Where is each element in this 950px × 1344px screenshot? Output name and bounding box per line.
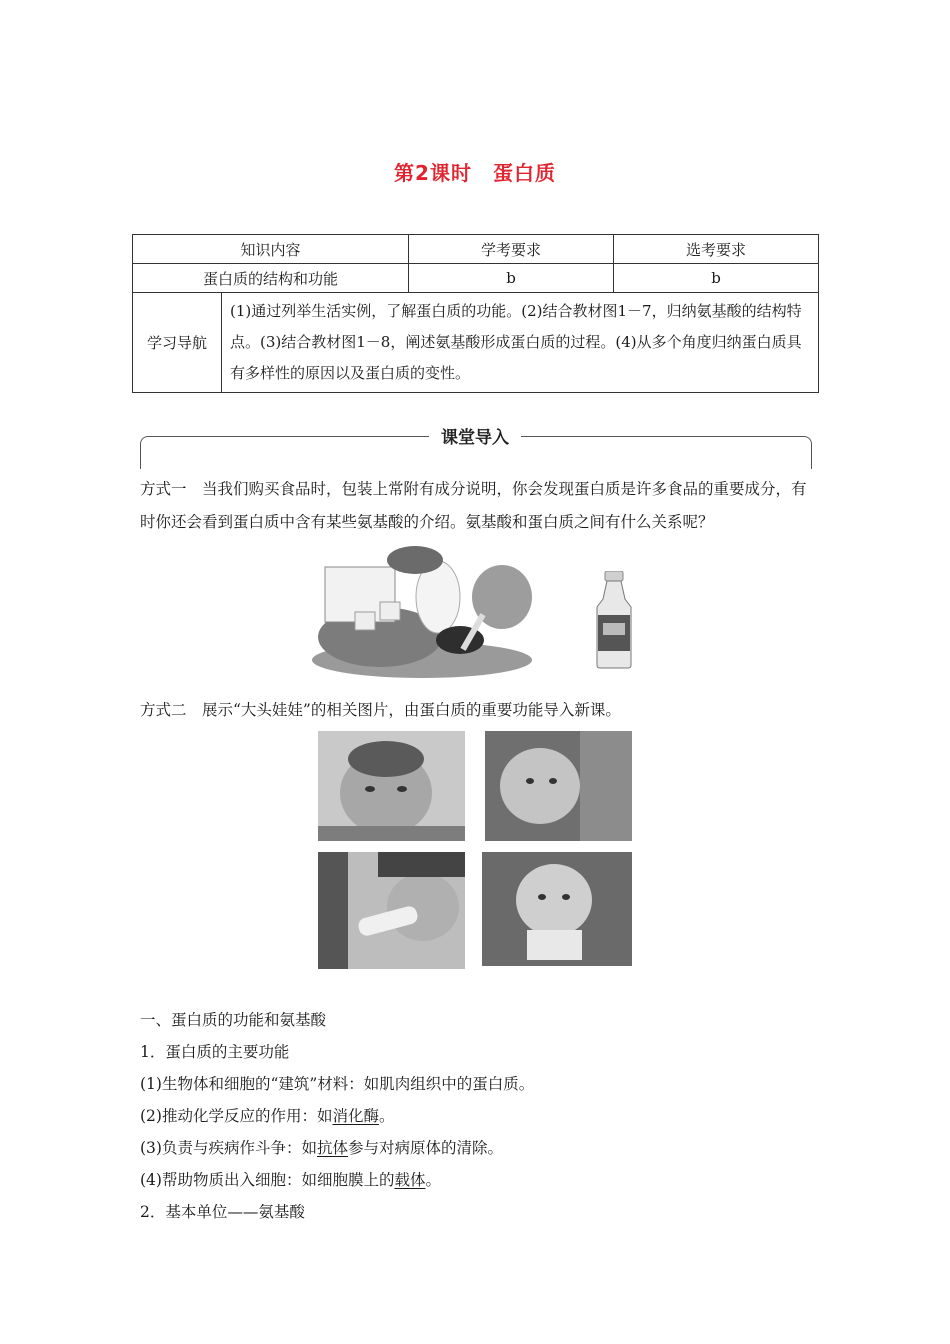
section-heading: [0, 423, 950, 448]
content-list: [140, 1004, 534, 1228]
cell-basic-level: b: [409, 264, 614, 293]
lesson-title: 第2课时 蛋白质: [394, 161, 556, 185]
function-item-3: (3)负责与疾病作斗争：如抗体参与对病原体的清除。: [140, 1139, 503, 1157]
baby-photo-4-image: [482, 852, 632, 966]
requirements-table: [132, 234, 819, 393]
baby-photo-2-image: [485, 731, 632, 841]
method-two-paragraph: 方式二 展示“大头娃娃”的相关图片，由蛋白质的重要功能导入新课。: [140, 701, 621, 719]
baby-photo-1-image: [318, 731, 465, 841]
blank-answer-antibody: 抗体: [316, 1139, 348, 1157]
header-elective-req: 选考要求: [614, 235, 819, 264]
heading-protein-function: 一、蛋白质的功能和氨基酸: [140, 1011, 327, 1029]
baby-photo-3-image: [318, 852, 465, 969]
baby-photo-1: [318, 731, 465, 841]
cell-topic: 蛋白质的结构和功能: [133, 264, 409, 293]
section-title-text: 课堂导入: [429, 428, 521, 448]
function-item-1: (1)生物体和细胞的“建筑”材料：如肌肉组织中的蛋白质。: [140, 1075, 535, 1093]
food-photo: [310, 542, 535, 680]
bottle-illustration: [591, 571, 637, 669]
blank-answer-carrier: 载体: [394, 1171, 426, 1189]
method-one-paragraph: 方式一 当我们购买食品时，包装上常附有成分说明，你会发现蛋白质是许多食品的重要成分，有时你还会看到蛋白质中含有某些氨基酸的介绍。氨基酸和蛋白质之间有什么关系呢？: [140, 480, 807, 531]
subheading-main-functions: 1．蛋白质的主要功能: [140, 1043, 290, 1061]
subheading-amino-acid: 2．基本单位——氨基酸: [140, 1203, 305, 1221]
baby-photo-2: [485, 731, 632, 841]
header-knowledge: 知识内容: [133, 235, 409, 264]
baby-photo-3: [318, 852, 465, 969]
blank-answer-enzyme: 消化酶: [332, 1107, 379, 1125]
function-item-4: (4)帮助物质出入细胞：如细胞膜上的载体。: [140, 1171, 441, 1189]
function-item-2: (2)推动化学反应的作用：如消化酶。: [140, 1107, 395, 1125]
baby-photo-4: [482, 852, 632, 966]
nav-text: (1)通过列举生活实例，了解蛋白质的功能。(2)结合教材图1－7，归纳氨基酸的结构特点。(3)结合教材图1－8，阐述氨基酸形成蛋白质的过程。(4)从多个角度归纳蛋白质具有多样性的原因以及蛋白质的变性。: [222, 293, 819, 393]
drink-bottle-photo: [591, 571, 637, 669]
food-illustration: [310, 542, 535, 680]
cell-elective-level: b: [614, 264, 819, 293]
nav-label: 学习导航: [133, 293, 222, 393]
header-basic-req: 学考要求: [409, 235, 614, 264]
